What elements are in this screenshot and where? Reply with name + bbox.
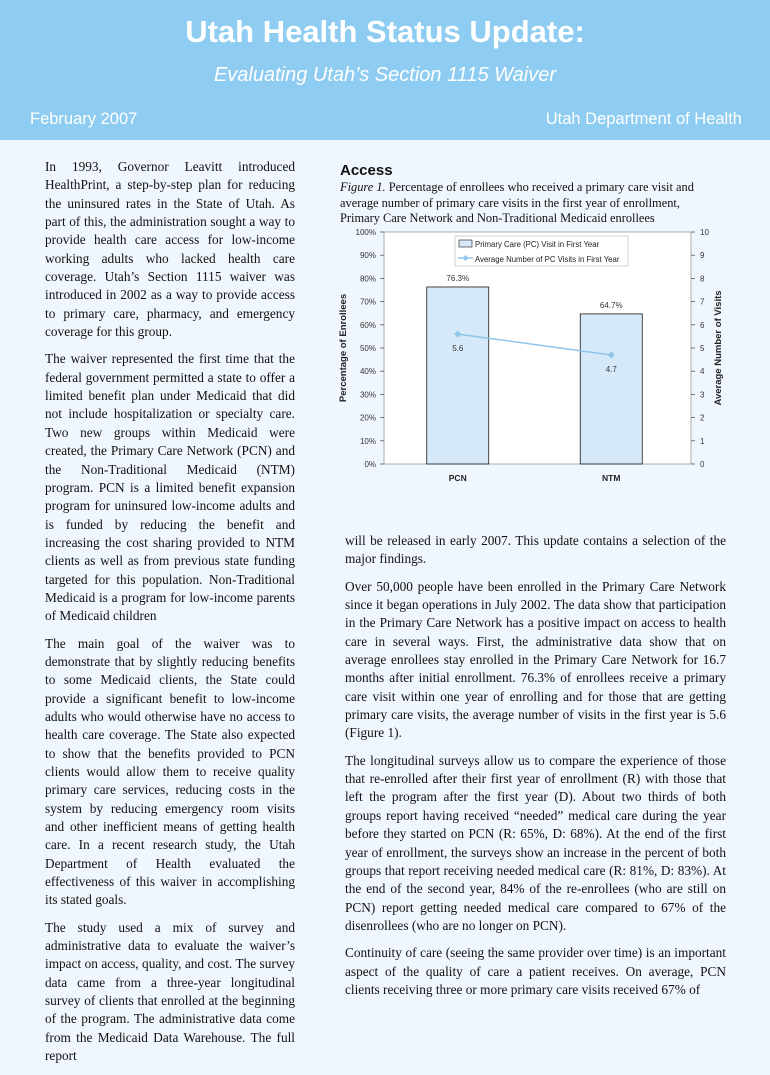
section-heading-access: Access xyxy=(340,162,393,179)
y2-tick-label: 1 xyxy=(700,436,705,446)
x-tick-label: PCN xyxy=(448,473,467,483)
y-tick-label: 70% xyxy=(359,297,376,307)
y2-tick-label: 6 xyxy=(700,320,705,330)
paragraph: The waiver represented the first time that the federal government permitted a state to offer a limited benefit plan under Medicaid that did not include hospitalization or specialty care. Two new groups within Medicaid were created, the Primary Care Network (PCN) and the Non-Traditional Medicaid (NTM) program. PCN is a limited benefit expansion program for uninsured low-income adults and is funded by reducing the benefit and increasing the cost sharing provided to NTM clients as well as from previous state funding targeted for this population. Non-Traditional Medicaid is a program for low-income parents of Medicaid children xyxy=(45,351,295,624)
y-tick-label: 40% xyxy=(359,367,376,377)
x-tick-label: NTM xyxy=(602,473,621,483)
figure-caption xyxy=(340,180,720,227)
department-name: Utah Department of Health xyxy=(545,110,742,128)
y2-tick-label: 3 xyxy=(700,390,705,400)
y-tick-label: 10% xyxy=(359,436,376,446)
y2-tick-label: 10 xyxy=(700,228,709,237)
paragraph: The longitudinal surveys allow us to compare the experience of those that re-enrolled after their first year of enrollment (R) with those that left the program after the first year (D). About two thirds of both groups report having received “needed” medical care during the year before they started on PCN (R: 65%, D: 68%). At the end of the first year of enrollment, the surveys show an increase in the percent of both groups that report receiving needed medical care (R: 81%, D: 83%). At the end of the second year, 84% of the re-enrollees (who are still on PCN) report getting needed medical care compared to 67% of the disenrollees (who are no longer on PCN). xyxy=(345,752,726,933)
bar-data-label: 76.3% xyxy=(446,273,470,283)
y2-tick-label: 5 xyxy=(700,344,705,353)
y-tick-label: 0% xyxy=(364,460,376,469)
y2-tick-label: 2 xyxy=(700,413,705,423)
publication-date: February 2007 xyxy=(30,110,138,128)
y-axis-title: Percentage of Enrollees xyxy=(338,293,349,403)
y-tick-label: 100% xyxy=(355,228,376,237)
paragraph: The study used a mix of survey and administrative data to evaluate the waiver’s impact on access, quality, and cost. The survey data came from a three-year longitudinal survey of clients that enrolled at the beginning of the program. The administrative data come from the Medicaid Data Warehouse. The full report xyxy=(45,919,295,1064)
line-data-label: 5.6 xyxy=(452,344,464,354)
y2-tick-label: 7 xyxy=(700,297,705,307)
header-banner xyxy=(0,0,770,140)
figure-1-chart xyxy=(334,222,734,522)
paragraph: The main goal of the waiver was to demonstrate that by slightly reducing benefits to some Medicaid clients, the State could provide a significant benefit to low-income adults who would otherwise have no access to health care coverage. The State also expected to show that the benefits provided to PCN clients would allow them to receive quality primary care services, reducing costs in the system by reducing emergency room visits and other inefficient means of getting health care. In a recent research study, the Utah Department of Health evaluated the effectiveness of this waiver in accomplishing its stated goals. xyxy=(45,635,295,908)
right-column xyxy=(345,532,726,1008)
legend-label: Primary Care (PC) Visit in First Year xyxy=(475,240,600,249)
legend-swatch-bar xyxy=(459,240,472,247)
y-tick-label: 80% xyxy=(359,274,376,284)
chart-svg xyxy=(334,222,734,522)
y-tick-label: 90% xyxy=(359,251,376,261)
figure-caption-text: Percentage of enrollees who received a primary care visit and average number of primary care visits in the first year of enrollment, Primary Care Network and Non-Traditional Medicaid enrollees xyxy=(340,180,694,226)
page-subtitle: Evaluating Utah’s Section 1115 Waiver xyxy=(213,64,557,86)
y2-tick-label: 9 xyxy=(700,251,705,261)
y-tick-label: 60% xyxy=(359,320,376,330)
y-tick-label: 20% xyxy=(359,413,376,423)
y2-tick-label: 0 xyxy=(700,460,705,469)
bar-pcn xyxy=(427,287,489,464)
paragraph: Continuity of care (seeing the same provider over time) is an important aspect of the quality of care a patient receives. On average, PCN clients receiving three or more primary care visits received 67% of xyxy=(345,945,726,997)
y-tick-label: 30% xyxy=(359,390,376,400)
y-tick-label: 50% xyxy=(359,344,376,353)
bar-ntm xyxy=(580,314,642,464)
legend-label: Average Number of PC Visits in First Year xyxy=(475,255,620,264)
paragraph: will be released in early 2007. This update contains a selection of the major findings. xyxy=(345,533,726,567)
paragraph: In 1993, Governor Leavitt introduced HealthPrint, a step-by-step plan for reducing the uninsured rates in the State of Utah. As part of this, the administration sought a way to provide health care access for low-income working adults who lacked health care coverage. Utah’s Section 1115 waiver was introduced in 2002 as a way to provide access to primary care, pharmacy, and emergency coverage for this group. xyxy=(45,159,295,340)
figure-label: Figure 1. xyxy=(340,180,386,194)
paragraph: Over 50,000 people have been enrolled in the Primary Care Network since it began operations in July 2002. The data show that participation in the Primary Care Network has a positive impact on access to health care in several ways. First, the administrative data show that on average enrollees stay enrolled in the Primary Care Network for 16.7 months after initial enrollment. 76.3% of enrollees receive a primary care visit within one year of enrolling and for those that are getting primary care visits, the average number of visits in the first year is 5.6 (Figure 1). xyxy=(345,578,726,741)
page-title: Utah Health Status Update: xyxy=(185,14,585,49)
line-data-label: 4.7 xyxy=(605,364,617,374)
y2-tick-label: 4 xyxy=(700,367,705,377)
left-column xyxy=(45,158,295,1075)
bar-data-label: 64.7% xyxy=(599,300,623,310)
y2-tick-label: 8 xyxy=(700,274,705,284)
y2-axis-title: Average Number of Visits xyxy=(713,290,724,406)
